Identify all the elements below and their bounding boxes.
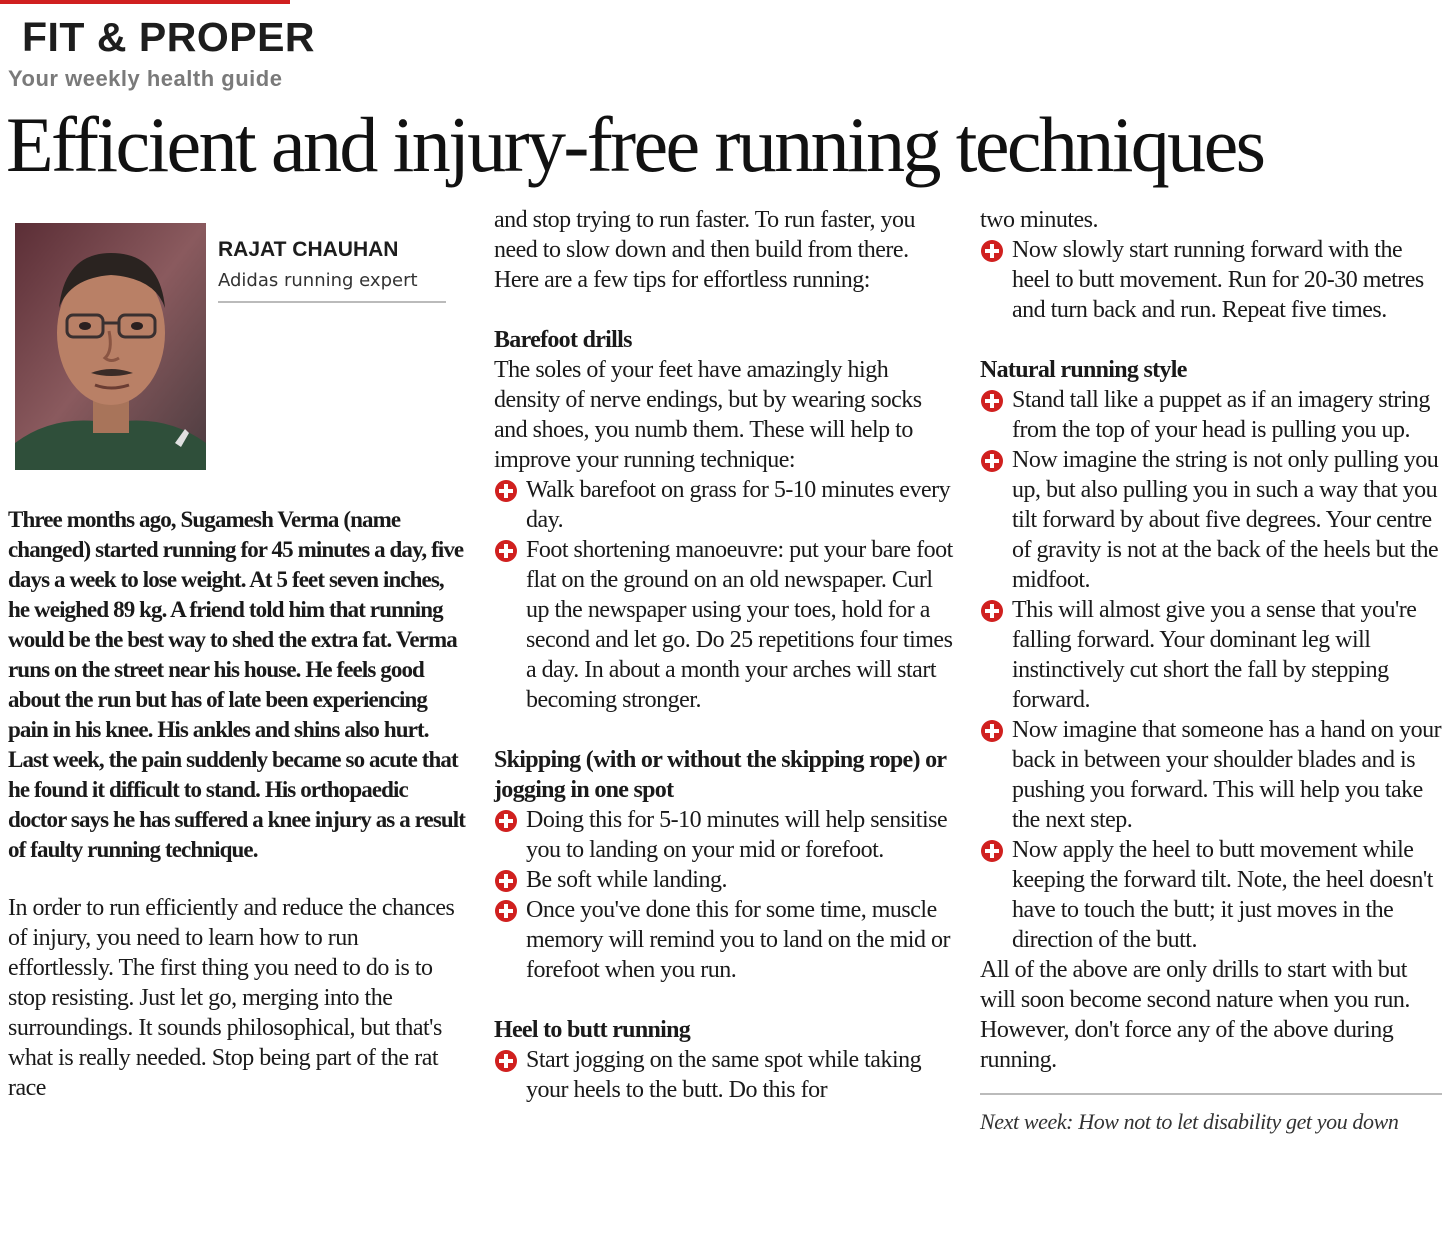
author-photo: [15, 223, 206, 470]
column-name: FIT & PROPER: [22, 14, 316, 60]
plus-circle-icon: [980, 449, 1004, 473]
subheading-natural-running-style: Natural running style: [980, 357, 1187, 383]
plus-circle-icon: [494, 869, 518, 893]
bullet-item: [494, 535, 954, 715]
bullet-text: Now imagine the string is not only pulling you up, but also pulling you in such a way that you tilt forward by about five degrees. Your centre of gravity is not at the back of the heels but the midfoot.: [1012, 447, 1439, 593]
author-title: Adidas running expert: [218, 270, 418, 291]
headline: Efficient and injury-free running techniques: [6, 101, 1264, 188]
bullet-text: Once you've done this for some time, muscle memory will remind you to land on the mid or forefoot when you run.: [526, 897, 950, 983]
barefoot-text: The soles of your feet have amazingly high density of nerve endings, but by wearing socks and shoes, you numb them. These will help to improve your running technique:: [494, 357, 922, 473]
bullet-text: Start jogging on the same spot while taking your heels to the butt. Do this for: [526, 1047, 922, 1103]
plus-circle-icon: [980, 599, 1004, 623]
plus-circle-icon: [494, 899, 518, 923]
bullet-item: [980, 235, 1442, 325]
bullet-item: [494, 865, 954, 895]
accent-bar: [0, 0, 290, 4]
article-column-2: [494, 205, 954, 1105]
bullet-text: Be soft while landing.: [526, 867, 727, 893]
bullet-item: [980, 835, 1442, 955]
article-column-3: [980, 205, 1442, 1137]
intro-paragraph: Three months ago, Sugamesh Verma (name changed) started running for 45 minutes a day, five days a week to lose weight. At 5 feet seven inches, he weighed 89 kg. A friend told him that running would be the best way to shed the extra fat. Verma runs on the street near his house. He feels good about the run but has of late been experiencing pain in his knee. His ankles and shins also hurt. Last week, the pain suddenly became so acute that he found it difficult to stand. His orthopaedic doctor says he has suffered a knee injury as a result of faulty running technique.: [8, 507, 466, 862]
closing-paragraph: All of the above are only drills to start with but will soon become second nature when you run. However, don't force any of the above during running.: [980, 957, 1410, 1073]
bullet-item: [494, 475, 954, 535]
bullet-text: This will almost give you a sense that you're falling forward. Your dominant leg will instinctively cut short the fall by stepping forward.: [1012, 597, 1417, 713]
body-paragraph: In order to run efficiently and reduce the chances of injury, you need to learn how to run effortlessly. The first thing you need to do is to stop resisting. Just let go, merging into the surroundings. It sounds philosophical, but that's what is really needed. Stop being part of the rat race: [8, 895, 455, 1101]
bullet-text: Now imagine that someone has a hand on your back in between your shoulder blades and is pushing you forward. This will help you take the next step.: [1012, 717, 1442, 833]
subheading-heel-to-butt: Heel to butt running: [494, 1017, 691, 1043]
bullet-item: [980, 715, 1442, 835]
plus-circle-icon: [494, 1049, 518, 1073]
bullet-text: Stand tall like a puppet as if an imagery string from the top of your head is pulling you up.: [1012, 387, 1430, 443]
author-name: RAJAT CHAUHAN: [218, 238, 399, 261]
plus-circle-icon: [980, 389, 1004, 413]
plus-circle-icon: [494, 809, 518, 833]
divider: [980, 1093, 1442, 1095]
plus-circle-icon: [980, 239, 1004, 263]
plus-circle-icon: [494, 539, 518, 563]
subheading-skipping: Skipping (with or without the skipping rope) or jogging in one spot: [494, 747, 946, 803]
plus-circle-icon: [980, 719, 1004, 743]
bullet-item: [494, 1045, 954, 1105]
subheading-barefoot-drills: Barefoot drills: [494, 327, 632, 353]
continuation-paragraph: and stop trying to run faster. To run faster, you need to slow down and then build from there.: [494, 207, 915, 263]
plus-circle-icon: [494, 479, 518, 503]
column-tagline: Your weekly health guide: [8, 66, 283, 91]
bullet-text: Foot shortening manoeuvre: put your bare foot flat on the ground on an old newspaper. Curl up the newspaper using your toes, hold for a second and let go. Do 25 repetitions four times a day. In about a month your arches will start becoming stronger.: [526, 537, 953, 713]
bullet-text: Doing this for 5-10 minutes will help sensitise you to landing on your mid or forefoot.: [526, 807, 948, 863]
plus-circle-icon: [980, 839, 1004, 863]
next-week-teaser: Next week: How not to let disability get you down: [980, 1109, 1399, 1134]
bullet-item: [980, 595, 1442, 715]
bullet-item: [494, 895, 954, 985]
byline: [218, 238, 446, 303]
bullet-text: Now apply the heel to butt movement while keeping the forward tilt. Note, the heel doesn't have to touch the butt; it just moves in the direction of the butt.: [1012, 837, 1433, 953]
bullet-text: Walk barefoot on grass for 5-10 minutes every day.: [526, 477, 951, 533]
bullet-item: [494, 805, 954, 865]
continuation-paragraph: two minutes.: [980, 207, 1098, 233]
bullet-item: [980, 385, 1442, 445]
article-column-1: [8, 505, 468, 1103]
bullet-item: [980, 445, 1442, 595]
tips-intro: Here are a few tips for effortless running:: [494, 267, 870, 293]
bullet-text: Now slowly start running forward with the heel to butt movement. Run for 20-30 metres and turn back and run. Repeat five times.: [1012, 237, 1424, 323]
